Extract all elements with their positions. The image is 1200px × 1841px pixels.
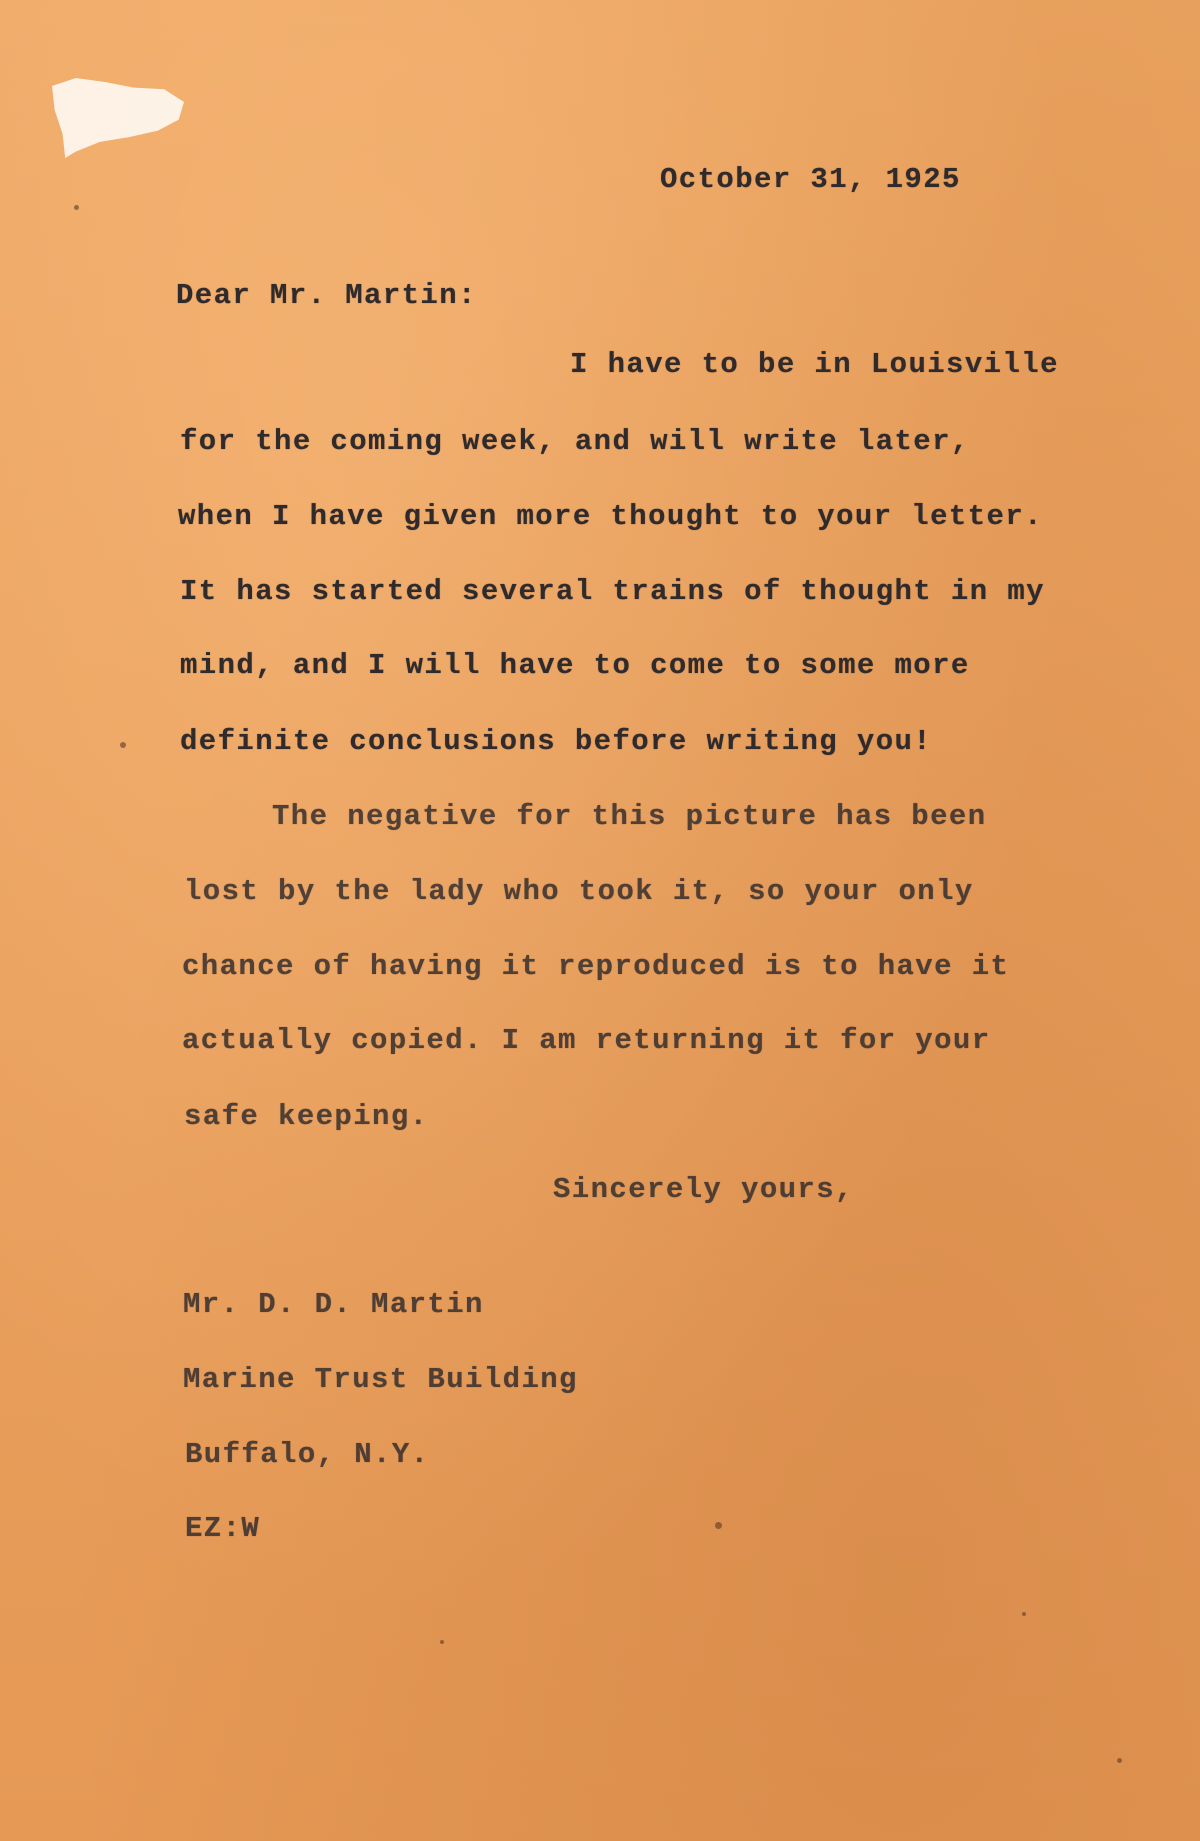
paper-speck bbox=[1022, 1612, 1026, 1616]
paragraph-2-line-5: safe keeping. bbox=[184, 1100, 429, 1133]
salutation: Dear Mr. Martin: bbox=[176, 279, 477, 312]
paragraph-2-line-3: chance of having it reproduced is to have it bbox=[182, 950, 1010, 983]
recipient-name: Mr. D. D. Martin bbox=[183, 1288, 484, 1321]
closing: Sincerely yours, bbox=[553, 1173, 854, 1206]
paragraph-1-line-6: definite conclusions before writing you! bbox=[180, 725, 933, 758]
paper-speck bbox=[120, 742, 126, 748]
paragraph-1-line-5: mind, and I will have to come to some more bbox=[180, 649, 970, 682]
typist-initials: EZ:W bbox=[185, 1512, 261, 1545]
paper-speck bbox=[715, 1522, 722, 1529]
paper-speck bbox=[1117, 1758, 1122, 1763]
paragraph-1-line-2: for the coming week, and will write later, bbox=[180, 425, 970, 458]
recipient-building: Marine Trust Building bbox=[183, 1363, 578, 1396]
paragraph-2-line-2: lost by the lady who took it, so your only bbox=[184, 875, 974, 908]
paper-speck bbox=[74, 205, 79, 210]
paragraph-2-line-4: actually copied. I am returning it for your bbox=[182, 1024, 991, 1057]
paragraph-1-line-4: It has started several trains of thought in my bbox=[180, 575, 1045, 608]
paragraph-1-line-3: when I have given more thought to your letter. bbox=[178, 500, 1043, 533]
recipient-city: Buffalo, N.Y. bbox=[185, 1438, 430, 1471]
letter-date: October 31, 1925 bbox=[660, 163, 961, 196]
paper-speck bbox=[440, 1640, 444, 1644]
paragraph-1-line-1: I have to be in Louisville bbox=[570, 348, 1059, 381]
paragraph-2-line-1: The negative for this picture has been bbox=[272, 800, 987, 833]
paper-tear bbox=[52, 78, 184, 158]
